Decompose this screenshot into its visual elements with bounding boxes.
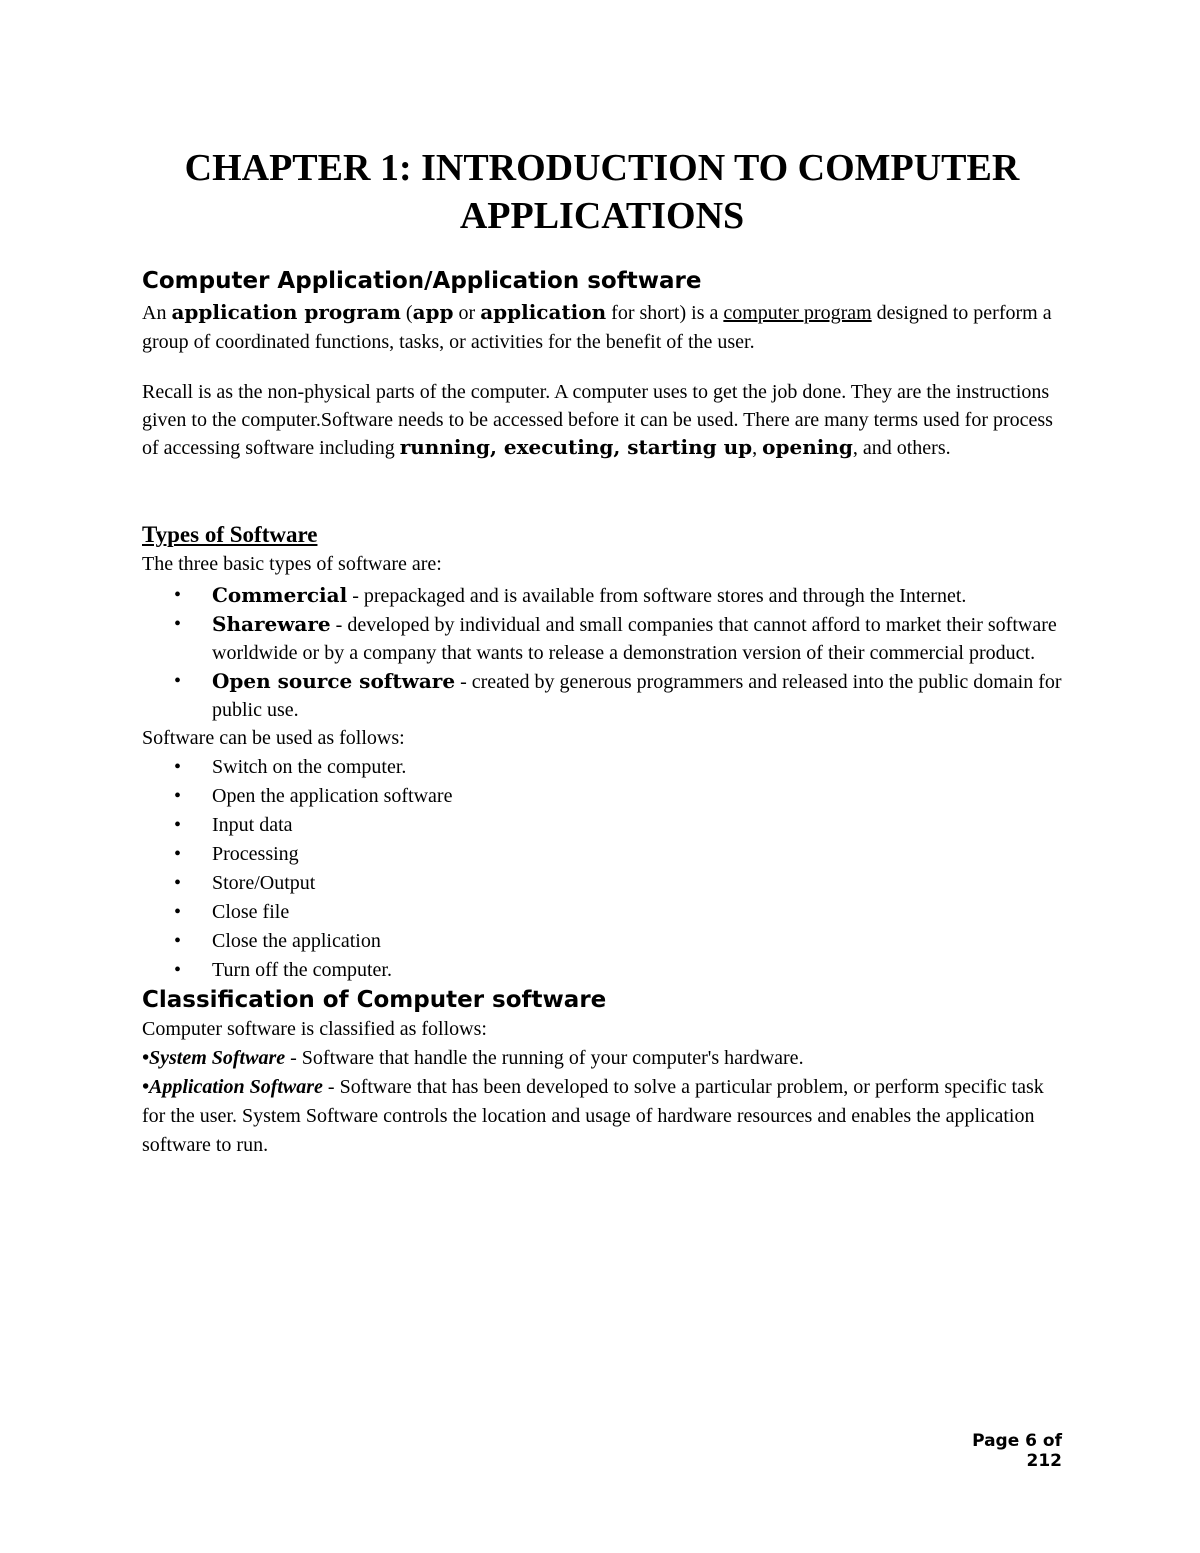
system-software-line: •System Software - Software that handle the running of your computer's hardware.: [142, 1046, 804, 1069]
recall-paragraph: Recall is as the non-physical parts of the computer. A computer uses to get the job done. They are the instructions given to the computer.Software needs to be accessed before it can be used. There are many terms used for process of accessing software including running, executing, starting up, opening, and others.: [142, 381, 1053, 459]
software-types-list: [142, 581, 1062, 724]
list-item: • Switch on the computer.: [212, 753, 1062, 782]
chapter-title-line2: APPLICATIONS: [459, 195, 745, 237]
list-item: • Close the application: [212, 927, 1062, 956]
chapter-title-line1: CHAPTER 1: INTRODUCTION TO COMPUTER: [184, 147, 1020, 189]
list-item-commercial: • Commercial - prepackaged and is available from software stores and through the Internet.: [212, 581, 1062, 610]
document-page: [142, 140, 1062, 1160]
term-opening: opening: [762, 435, 853, 459]
list-item: • Close file: [212, 898, 1062, 927]
chapter-title: [142, 144, 1062, 240]
classification-intro: Computer software is classified as follows:: [142, 1017, 487, 1040]
term-app: app: [412, 300, 454, 324]
section-heading-application-software: Computer Application/Application software: [142, 268, 702, 294]
terms-running-executing: running, executing, starting up: [399, 435, 753, 459]
term-application-program: application program: [171, 300, 401, 324]
list-item: • Processing: [212, 840, 1062, 869]
types-intro: The three basic types of software are:: [142, 552, 442, 575]
application-software-paragraph: •Application Software - Software that has been developed to solve a particular problem, or perform specific task for the user. System Software controls the location and usage of hardware resources and enables the application software to run.: [142, 1075, 1044, 1156]
usage-steps-list: [142, 753, 1062, 985]
list-item: • Open the application software: [212, 782, 1062, 811]
list-item-open-source: • Open source software - created by generous programmers and released into the public domain for public use.: [212, 667, 1062, 724]
page-number: Page 6 of 212: [972, 1431, 1062, 1471]
list-item: • Store/Output: [212, 869, 1062, 898]
application-definition-paragraph: An application program (app or application for short) is a computer program designed to perform a group of coordinated functions, tasks, or activities for the benefit of the user.: [142, 300, 1052, 353]
computer-program-link[interactable]: computer program: [723, 302, 872, 324]
section-heading-classification: Classification of Computer software: [142, 986, 607, 1013]
steps-intro: Software can be used as follows:: [142, 726, 405, 749]
list-item: • Input data: [212, 811, 1062, 840]
list-item-shareware: • Shareware - developed by individual and small companies that cannot afford to market their software worldwide or by a company that wants to release a demonstration version of their commercial product.: [212, 610, 1062, 667]
term-application: application: [480, 300, 607, 324]
section-heading-types-of-software: Types of Software: [142, 521, 318, 547]
list-item: • Turn off the computer.: [212, 956, 1062, 985]
